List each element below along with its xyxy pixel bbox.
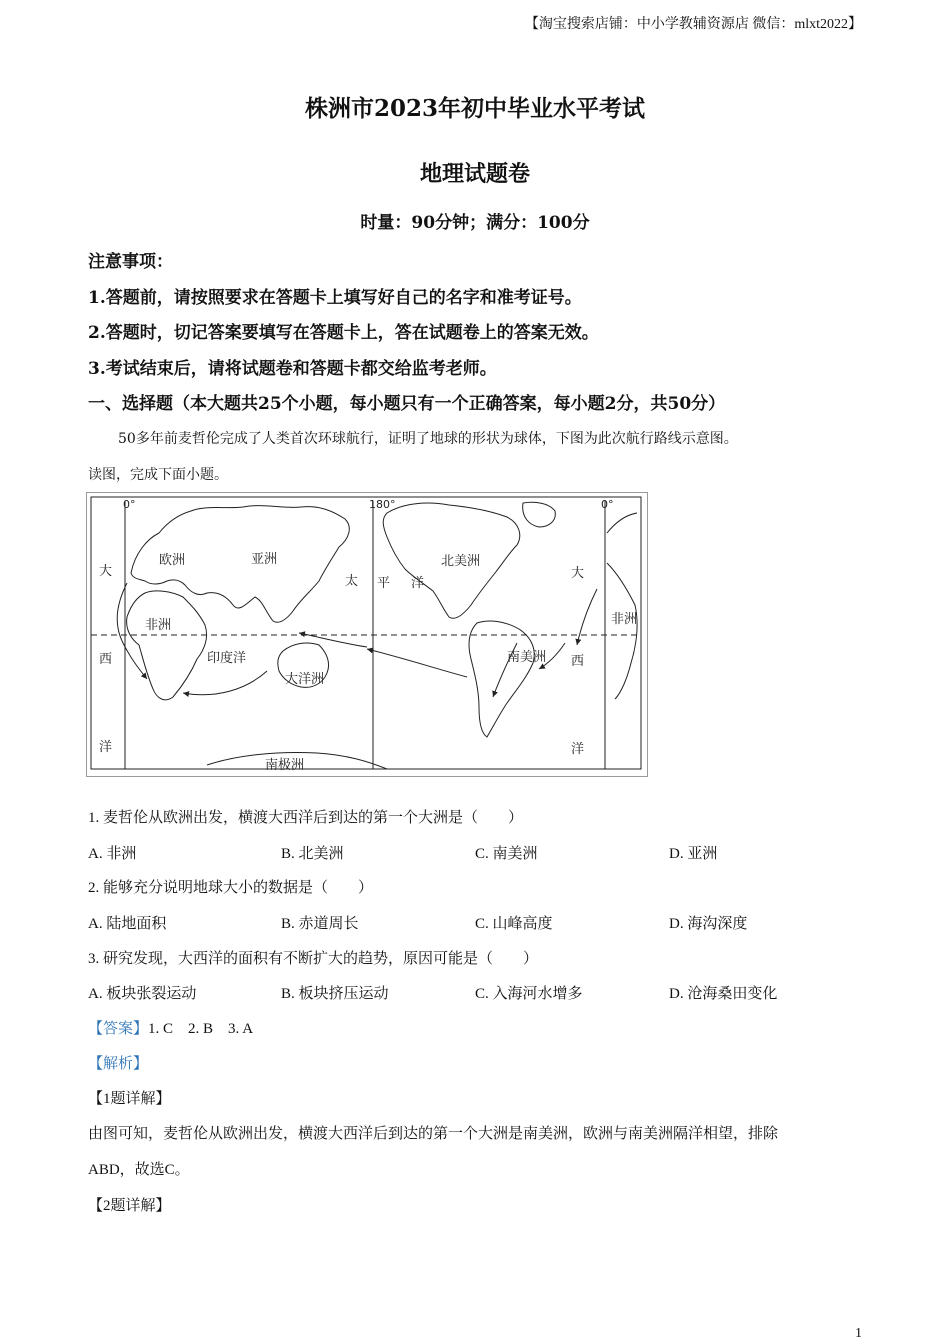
question-stem: 1. 麦哲伦从欧洲出发，横渡大西洋后到达的第一个大洲是（ ） bbox=[88, 810, 524, 826]
detail-1-heading: 【1题详解】 bbox=[88, 1091, 171, 1107]
route-indian-ocean bbox=[183, 671, 267, 695]
header-note: 【淘宝搜索店铺：中小学教辅资源店 微信：mlxt2022】 bbox=[524, 17, 862, 32]
label-atlantic-left-1: 大 bbox=[99, 564, 113, 579]
question-option: D. 沧海桑田变化 bbox=[669, 986, 778, 1002]
label-europe: 欧洲 bbox=[159, 553, 186, 568]
note-item: 3.考试结束后，请将试题卷和答题卡都交给监考老师。 bbox=[88, 359, 497, 379]
question-option: A. 非洲 bbox=[88, 846, 137, 862]
question-stem: 2. 能够充分说明地球大小的数据是（ ） bbox=[88, 880, 374, 896]
paper-subtitle: 地理试题卷 bbox=[419, 161, 530, 187]
time-score-line: 时量：90分钟；满分：100分 bbox=[360, 213, 590, 233]
question-option: C. 南美洲 bbox=[475, 846, 538, 862]
label-oceania: 大洋洲 bbox=[285, 672, 325, 687]
question-option: A. 陆地面积 bbox=[88, 916, 167, 932]
exam-title: 株洲市2023年初中毕业水平考试 bbox=[304, 95, 645, 122]
label-atlantic-right-2: 西 bbox=[571, 654, 585, 669]
label-indian-ocean: 印度洋 bbox=[207, 651, 247, 666]
section-heading: 一、选择题（本大题共25个小题，每小题只有一个正确答案，每小题2分，共50分） bbox=[88, 394, 726, 414]
africa-right-edge bbox=[607, 563, 637, 699]
notes-heading: 注意事项： bbox=[88, 252, 173, 272]
intro-paragraph: 50多年前麦哲伦完成了人类首次环球航行，证明了地球的形状为球体，下图为此次航行路线示意图。 bbox=[118, 431, 738, 447]
intro-paragraph-cont: 读图，完成下面小题。 bbox=[88, 467, 228, 483]
detail-1-text: 由图可知，麦哲伦从欧洲出发，横渡大西洋后到达的第一个大洲是南美洲，欧洲与南美洲隔洋相望，排除 bbox=[88, 1126, 779, 1142]
analysis-tag: 【解析】 bbox=[88, 1056, 149, 1072]
europe-right-edge bbox=[607, 513, 637, 533]
label-pacific-3: 洋 bbox=[411, 576, 425, 591]
question-stem: 3. 研究发现，大西洋的面积有不断扩大的趋势，原因可能是（ ） bbox=[88, 951, 539, 967]
label-asia: 亚洲 bbox=[251, 552, 278, 567]
question-option: B. 板块挤压运动 bbox=[281, 986, 389, 1002]
label-atlantic-right-1: 大 bbox=[571, 566, 585, 581]
page-number: 1 bbox=[855, 1326, 862, 1341]
label-south-america: 南美洲 bbox=[507, 650, 547, 665]
label-atlantic-left-3: 洋 bbox=[99, 740, 113, 755]
question-option: B. 赤道周长 bbox=[281, 916, 359, 932]
route-pacific bbox=[367, 649, 467, 677]
label-atlantic-left-2: 西 bbox=[99, 652, 113, 667]
lon-label-right: 0° bbox=[601, 498, 614, 511]
question-option: A. 板块张裂运动 bbox=[88, 986, 197, 1002]
detail-2-heading: 【2题详解】 bbox=[88, 1198, 171, 1214]
note-item: 2.答题时，切记答案要填写在答题卡上，答在试题卷上的答案无效。 bbox=[88, 323, 599, 343]
south-america-outline bbox=[469, 621, 534, 737]
label-africa-right: 非洲 bbox=[611, 612, 638, 627]
label-antarctica: 南极洲 bbox=[265, 758, 305, 773]
label-atlantic-right-3: 洋 bbox=[571, 742, 585, 757]
note-item: 1.答题前，请按照要求在答题卡上填写好自己的名字和准考证号。 bbox=[88, 288, 582, 308]
map-border bbox=[91, 497, 641, 769]
label-pacific-1: 太 bbox=[345, 574, 359, 589]
route-atlantic-left bbox=[117, 583, 147, 679]
question-option: D. 亚洲 bbox=[669, 846, 718, 862]
voyage-route-map bbox=[86, 492, 648, 777]
label-africa-left: 非洲 bbox=[145, 618, 172, 633]
answer-text: 1. C 2. B 3. A bbox=[148, 1021, 254, 1037]
label-pacific-2: 平 bbox=[377, 576, 391, 591]
question-option: D. 海沟深度 bbox=[669, 916, 748, 932]
answer-line bbox=[88, 1017, 253, 1038]
greenland-outline bbox=[523, 502, 556, 527]
route-atlantic-right bbox=[577, 589, 597, 645]
question-option: B. 北美洲 bbox=[281, 846, 344, 862]
lon-label-mid: 180° bbox=[369, 498, 396, 511]
question-option: C. 山峰高度 bbox=[475, 916, 553, 932]
lon-label-left: 0° bbox=[123, 498, 136, 511]
detail-1-text-cont: ABD，故选C。 bbox=[88, 1162, 190, 1178]
label-north-america: 北美洲 bbox=[441, 554, 481, 569]
question-option: C. 入海河水增多 bbox=[475, 986, 583, 1002]
africa-outline bbox=[127, 591, 207, 700]
answer-tag: 【答案】 bbox=[88, 1021, 149, 1037]
